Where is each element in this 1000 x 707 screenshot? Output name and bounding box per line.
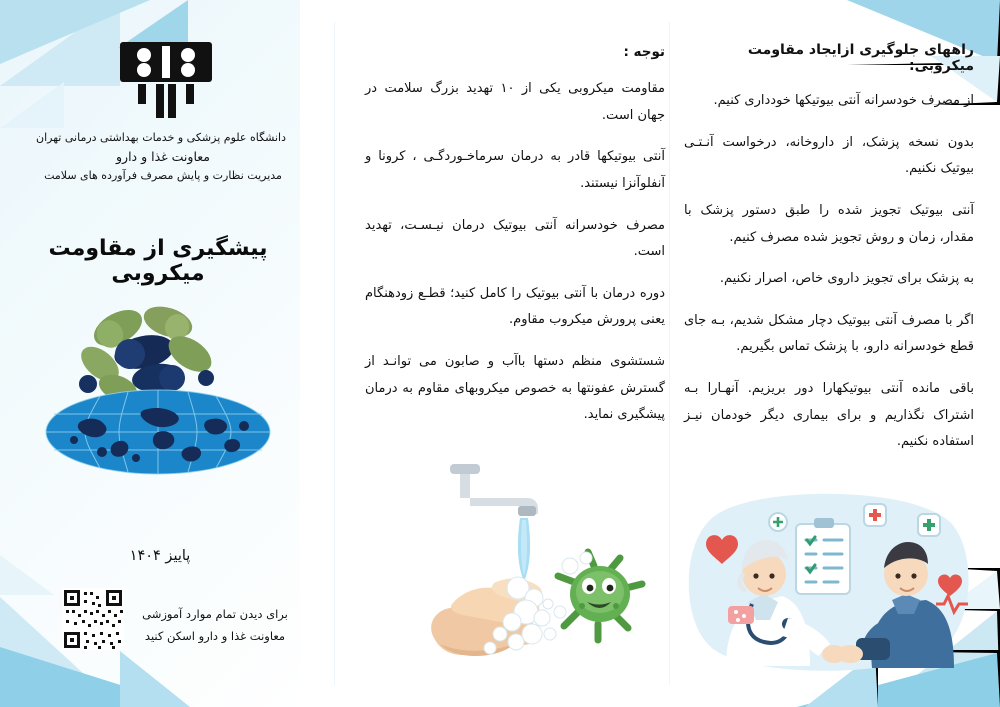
right-paragraph-4: به پزشک برای تجویز داروی خاص، اصرار نکنیم. <box>719 271 974 287</box>
pills-over-globe-illustration <box>40 292 276 482</box>
organization-line-3: مدیریت نظارت و پایش مصرف فرآورده های سلامت <box>44 169 282 182</box>
right-paragraph-2: بدون نسخه پزشک، از داروخانه، درخواست آنـتـی بیوتیک نکنیم. <box>684 134 974 177</box>
middle-paragraph-1: مقاومت میکروبی یکی از ۱۰ تهدید بزرگ سلامت در جهان است. <box>365 81 665 123</box>
right-paragraph-6: باقی مانده آنتی بیوتیکهارا دور بریزیم. آنهـارا بـه اشتراک نگذاریم و برای بیماری دیگر خودمان نیـز استفاده نکنیم. <box>684 381 974 450</box>
left-panel <box>0 0 318 707</box>
right-paragraph-5: اگر با مصرف آنتی بیوتیک دچار مشکل شدیم، بـه جای قطع خودسرانه دارو، با پزشک تماس بگیریم. <box>684 312 974 355</box>
middle-column-heading: توجه : <box>623 44 665 60</box>
handwashing-germ-illustration <box>400 462 700 677</box>
right-column-heading: راههای جلوگیری ازایجاد مقاومت میکروبی: <box>747 42 974 74</box>
organization-line-2: معاونت غذا و دارو <box>116 149 210 164</box>
organization-names <box>36 126 286 187</box>
middle-column <box>365 44 665 444</box>
right-paragraph-1: از مصرف خودسرانه آنتی بیوتیکها خودداری کنیم. <box>713 93 974 108</box>
middle-paragraph-3: مصرف خودسرانه آنتی بیوتیک درمان نیـسـت، تهدید است. <box>365 217 665 260</box>
column-divider-2 <box>334 22 335 685</box>
right-paragraph-3: آنتی بیوتیک تجویز شده را طبق دستور پزشک با مقدار، زمان و روش تجویز شده مصرف کنیم. <box>684 202 974 245</box>
season-label: پاییز ۱۴۰۴ <box>129 548 191 564</box>
middle-paragraph-4: دوره درمان با آنتی بیوتیک را کامل کنید؛ قطـع زودهنگام یعنی پرورش میکروب مقاوم. <box>365 285 665 328</box>
doctor-patient-illustration <box>678 478 978 678</box>
page-title: پیشگیری از مقاومت میکروبی <box>48 236 268 286</box>
right-column <box>684 42 974 471</box>
qr-code-icon[interactable] <box>62 588 124 650</box>
organization-line-1: دانشگاه علوم پزشکی و خدمات بهداشتی درمانی تهران <box>36 131 286 144</box>
middle-paragraph-5: شستشوی منظم دستها باآب و صابون می توانـد از گسترش عفونتها به خصوص میکروبهای مقاوم به درمان پیشگیری نماید. <box>365 354 665 423</box>
middle-paragraph-2: آنتی بیوتیکها قادر به درمان سرماخـوردگـی ، کرونا و آنفلوآنزا نیستند. <box>365 149 665 191</box>
qr-note-line-2: معاونت غذا و دارو اسکن کنید <box>144 628 286 643</box>
qr-note <box>130 604 300 648</box>
university-logo-icon <box>118 40 214 122</box>
qr-note-line-1: برای دیدن تمام موارد آموزشی <box>142 607 288 621</box>
